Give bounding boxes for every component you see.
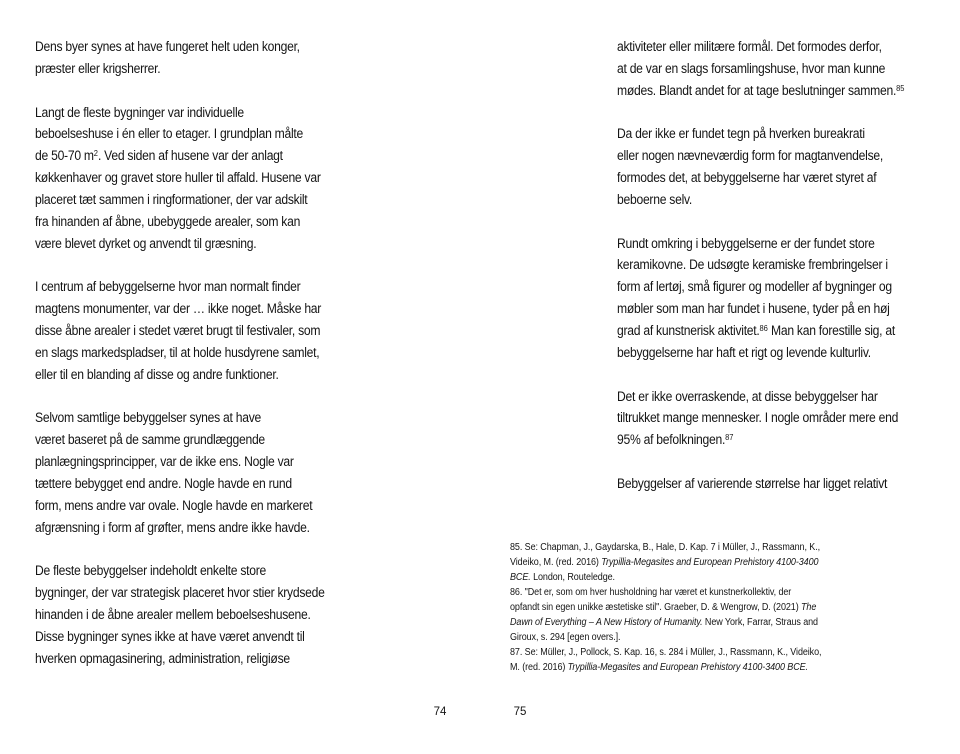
paragraph: Det er ikke overraskende, at disse bebyggelser har tiltrukket mange mennesker. I nogle områder mere end 95% af befolkningen.$^{87}$ [617, 388, 899, 448]
paragraph: Selvom samtlige bebyggelser synes at have været baseret på de samme grundlæggende planlægningsprincipper, var de ikke ens. Nogle var tættere bebygget end andre. Nogle havde en rund form, mens andre var ovale. Nogle havde en markeret afgrænsning i form af grøfter, mens andre ikke havde. [35, 410, 313, 535]
paragraph: I centrum af bebyggelserne hvor man normalt finder magtens monumenter, var der … ikke noget. Måske har disse åbne arealer i stedet været brugt til festivaler, som en slags markedspladser, til at holde husdyrene samlet, eller til en blanding af disse og andre funktioner. [35, 279, 322, 382]
paragraph: Langt de fleste bygninger var individuelle beboelseshuse i én eller to etager. I grundplan målte de 50-70 $m^2$. Ved siden af husene var der anlagt køkkenhaver og gravet store huller til affald. Husene var placeret tæt sammen i ringformationer, der var adskilt fra hinanden af åbne, ubebyggede arealer, som kan være blevet dyrket og anvendt til græsning. [35, 104, 321, 251]
paragraph: Rundt omkring i bebyggelserne er der fundet store keramikovne. De udsøgte keramiske frembringelser i form af lertøj, små figurer og modeller af bygninger og møbler som man har fundet i husene, tyder på en høj grad af kunstnerisk aktivitet.$^{86}$ Man kan forestille sig, at bebyggelserne har haft et rigt og levende kulturliv. [617, 235, 895, 360]
paragraph: Da der ikke er fundet tegn på hverken bureakrati eller nogen nævneværdig form for magtanvendelse, formodes det, at bebyggelserne har været styret af beboerne selv. [617, 126, 883, 207]
footnote: 85. Se: Chapman, J., Gaydarska, B., Hale, D. Kap. 7 i Müller, J., Rassmann, K., Videiko, M. (red. 2016) Trypillia-Megasites and European Prehistory 4100-3400 BCE. London, Routeledge. [510, 542, 821, 583]
footnote: 86. "Det er, som om hver husholdning har været et kunstnerkollektiv, der opfandt sin egen unikke æstetiske stil". Graeber, D. & Wengrow, D. (2021) The Dawn of Everything – A New History of Humanity. New York, Farrar, Straus and Giroux, s. 294 [egen overs.]. [510, 587, 818, 643]
footnotes-block [510, 540, 821, 675]
right-page-text [617, 36, 904, 495]
paragraph: aktiviteter eller militære formål. Det formodes derfor, at de var en slags forsamlingshuse, hvor man kunne mødes. Blandt andet for at tage beslutninger sammen.$^{85}$ [617, 39, 905, 98]
paragraph: De fleste bebyggelser indeholdt enkelte store bygninger, der var strategisk placeret hvor stier krydsede hinanden i de åbne arealer mellem beboelseshusene. Disse bygninger synes ikke at have været anvendt til hverken opmagasinering, administration, religiøse [35, 563, 325, 666]
paragraph: Bebyggelser af varierende størrelse har ligget relativt [617, 475, 888, 491]
footnote: 87. Se: Müller, J., Pollock, S. Kap. 16, s. 284 i Müller, J., Rassmann, K., Videiko, M. (red. 2016) Trypillia-Megasites and European Prehistory 4100-3400 BCE. [510, 647, 822, 673]
right-page-number: 75 [513, 706, 527, 718]
left-page-text [35, 36, 325, 669]
paragraph: Dens byer synes at have fungeret helt uden konger, præster eller krigsherrer. [35, 39, 300, 76]
left-page-number: 74 [433, 706, 447, 718]
